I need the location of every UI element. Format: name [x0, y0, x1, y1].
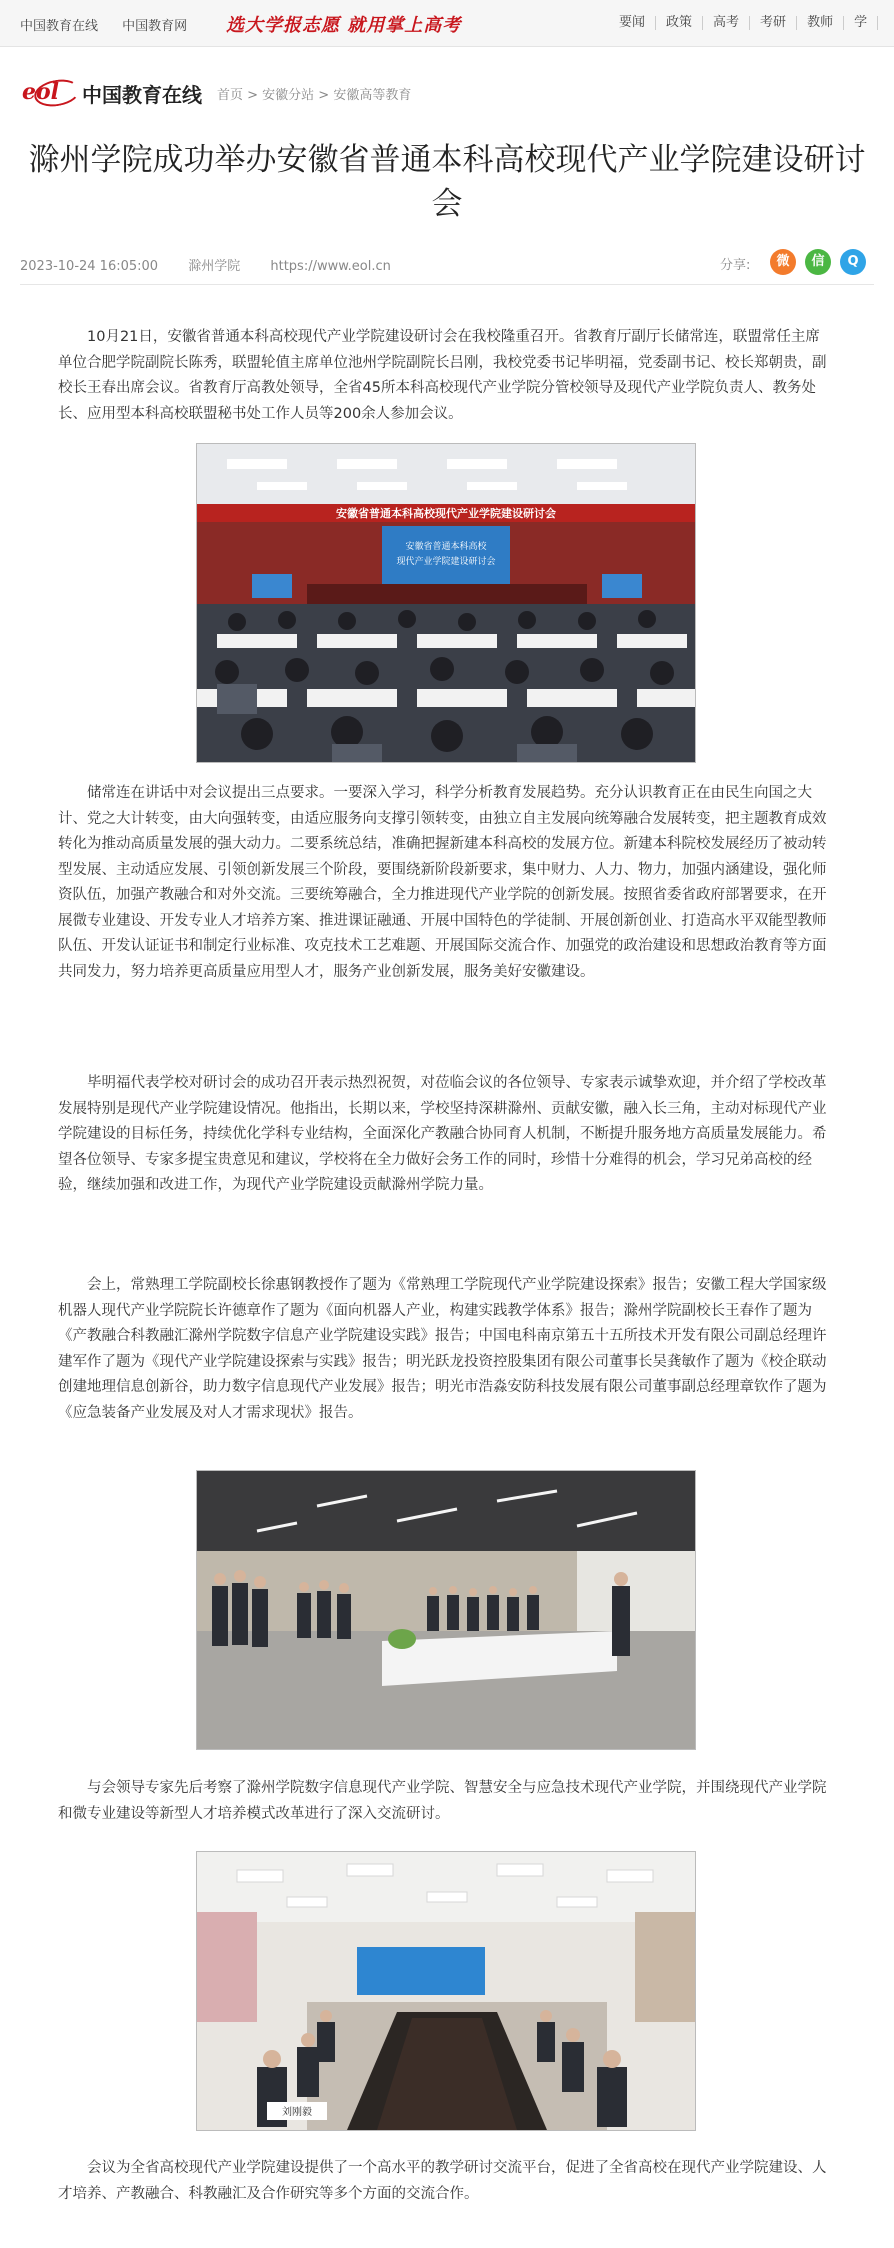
nav-item-news[interactable]: 要闻	[614, 16, 656, 30]
eol-logo-mark: eol	[22, 76, 78, 106]
article-paragraph: 与会领导专家先后考察了滁州学院数字信息现代产业学院、智慧安全与应急技术现代产业学院，并围绕现代产业学院和微专业建设等新型人才培养模式改革进行了深入交流研讨。	[58, 1780, 827, 1822]
top-links	[20, 15, 207, 34]
nav-item-policy[interactable]: 政策	[656, 16, 703, 30]
article-title: 滁州学院成功举办安徽省普通本科高校现代产业学院建设研讨会	[28, 142, 866, 222]
qq-icon[interactable]: Q	[840, 249, 866, 275]
nav-item-teacher[interactable]: 教师	[797, 16, 844, 30]
site-name: 中国教育在线	[82, 83, 202, 107]
nav-item-more[interactable]: 学	[844, 16, 878, 30]
link-eol[interactable]: 中国教育在线	[20, 19, 99, 34]
article-paragraph: 毕明福代表学校对研讨会的成功召开表示热烈祝贺，对莅临会议的各位领导、专家表示诚挚欢迎，并介绍了学校改革发展特别是现代产业学院建设情况。他指出，长期以来，学校坚持深耕滁州、贡献安徽，融入长三角，主动对标现代产业学院建设的目标任务，持续优化学科专业结构，全面深化产教融合协同育人机制，不断提升服务地方高质量发展能力。希望各位领导、专家多提宝贵意见和建议，学校将在全力做好会务工作的同时，珍惜十分难得的机会，学习兄弟高校的经验，继续加强和改进工作，为现代产业学院建设贡献滁州学院力量。	[58, 1075, 827, 1193]
share-label: 分享:	[720, 258, 751, 273]
article-paragraph: 会议为全省高校现代产业学院建设提供了一个高水平的教学研讨交流平台，促进了全省高校在现代产业学院建设、人才培养、产教融合、科教融汇及合作研究等多个方面的交流合作。	[58, 2160, 827, 2202]
conference-hall-photo	[196, 443, 696, 763]
link-edu-cn[interactable]: 中国教育网	[122, 19, 188, 34]
article-source: 滁州学院	[188, 259, 241, 274]
article-paragraph: 10月21日，安徽省普通本科高校现代产业学院建设研讨会在我校隆重召开。省教育厅副厅长储常连，联盟常任主席单位合肥学院副院长陈秀，联盟轮值主席单位池州学院副院长吕刚，我校党委书记毕明福，党委副书记、校长郑朝贵，副校长王春出席会议。省教育厅高教处领导，全省45所本科高校现代产业学院分管校领导及现代产业学院负责人、教务处长、应用型本科高校联盟秘书处工作人员等200余人参加会议。	[58, 329, 827, 422]
article-meta	[20, 255, 417, 274]
top-bar	[0, 0, 894, 47]
nav-item-kaoyan[interactable]: 考研	[750, 16, 797, 30]
screen-text-line-1: 安徽省普通本科高校	[405, 542, 487, 552]
article-paragraph: 会上，常熟理工学院副校长徐惠钢教授作了题为《常熟理工学院现代产业学院建设探索》报告；安徽工程大学国家级机器人现代产业学院院长许德章作了题为《面向机器人产业，构建实践教学体系》报告；滁州学院副校长王春作了题为《产教融合科教融汇滁州学院数字信息产业学院建设实践》报告；中国电科南京第五十五所技术开发有限公司副总经理许建军作了题为《现代产业学院建设探索与实践》报告；明光跃龙投资控股集团有限公司董事长吴龚敏作了题为《校企联动创建地理信息创新谷，助力数字信息现代产业发展》报告；明光市浩淼安防科技发展有限公司董事副总经理章钦作了题为《应急装备产业发展及对人才需求现状》报告。	[58, 1277, 827, 1421]
breadcrumb[interactable]: 首页 > 安徽分站 > 安徽高等教育	[217, 88, 412, 103]
screen-text-line-2: 现代产业学院建设研讨会	[396, 557, 496, 567]
meta-divider	[20, 284, 874, 285]
nav-item-gaokao[interactable]: 高考	[703, 16, 750, 30]
wechat-icon[interactable]: 信	[805, 249, 831, 275]
weibo-icon[interactable]: 微	[770, 249, 796, 275]
article-paragraph: 储常连在讲话中对会议提出三点要求。一要深入学习，科学分析教育发展趋势。充分认识教育正在由民生向国之大计、党之大计转变，由大向强转变，由适应服务向支撑引领转变，由独立自主发展向统筹融合发展转变，把主题教育成效转化为推动高质量发展的强大动力。二要系统总结，准确把握新建本科高校的发展方位。新建本科院校发展经历了被动转型发展、主动适应发展、引领创新发展三个阶段，要围绕新阶段新要求，集中财力、人力、物力，加强内涵建设，强化师资队伍，加强产教融合和对外交流。三要统筹融合，全力推进现代产业学院的创新发展。按照省委省政府部署要求，在开展微专业建设、开发专业人才培养方案、推进课证融通、开展中国特色的学徒制、开展创新创业、打造高水平双能型教师队伍、开发认证证书和制定行业标准、攻克技术工艺难题、开展国际交流合作、加强党的政治建设和思想政治教育等方面共同发力，努力培养更高质量应用型人才，服务产业创新发展，服务美好安徽建设。	[58, 785, 827, 980]
source-url[interactable]: https://www.eol.cn	[270, 259, 391, 274]
campus-visit-photo	[196, 1470, 696, 1750]
top-nav	[614, 15, 878, 30]
publish-date: 2023-10-24 16:05:00	[20, 259, 159, 274]
gaokao-slogan-banner[interactable]: 选大学报志愿 就用掌上高考	[226, 15, 462, 36]
nameplate-text: 刘刚毅	[282, 2107, 312, 2118]
seminar-room-photo	[196, 1851, 696, 2131]
conference-banner-text: 安徽省普通本科高校现代产业学院建设研讨会	[336, 507, 556, 520]
